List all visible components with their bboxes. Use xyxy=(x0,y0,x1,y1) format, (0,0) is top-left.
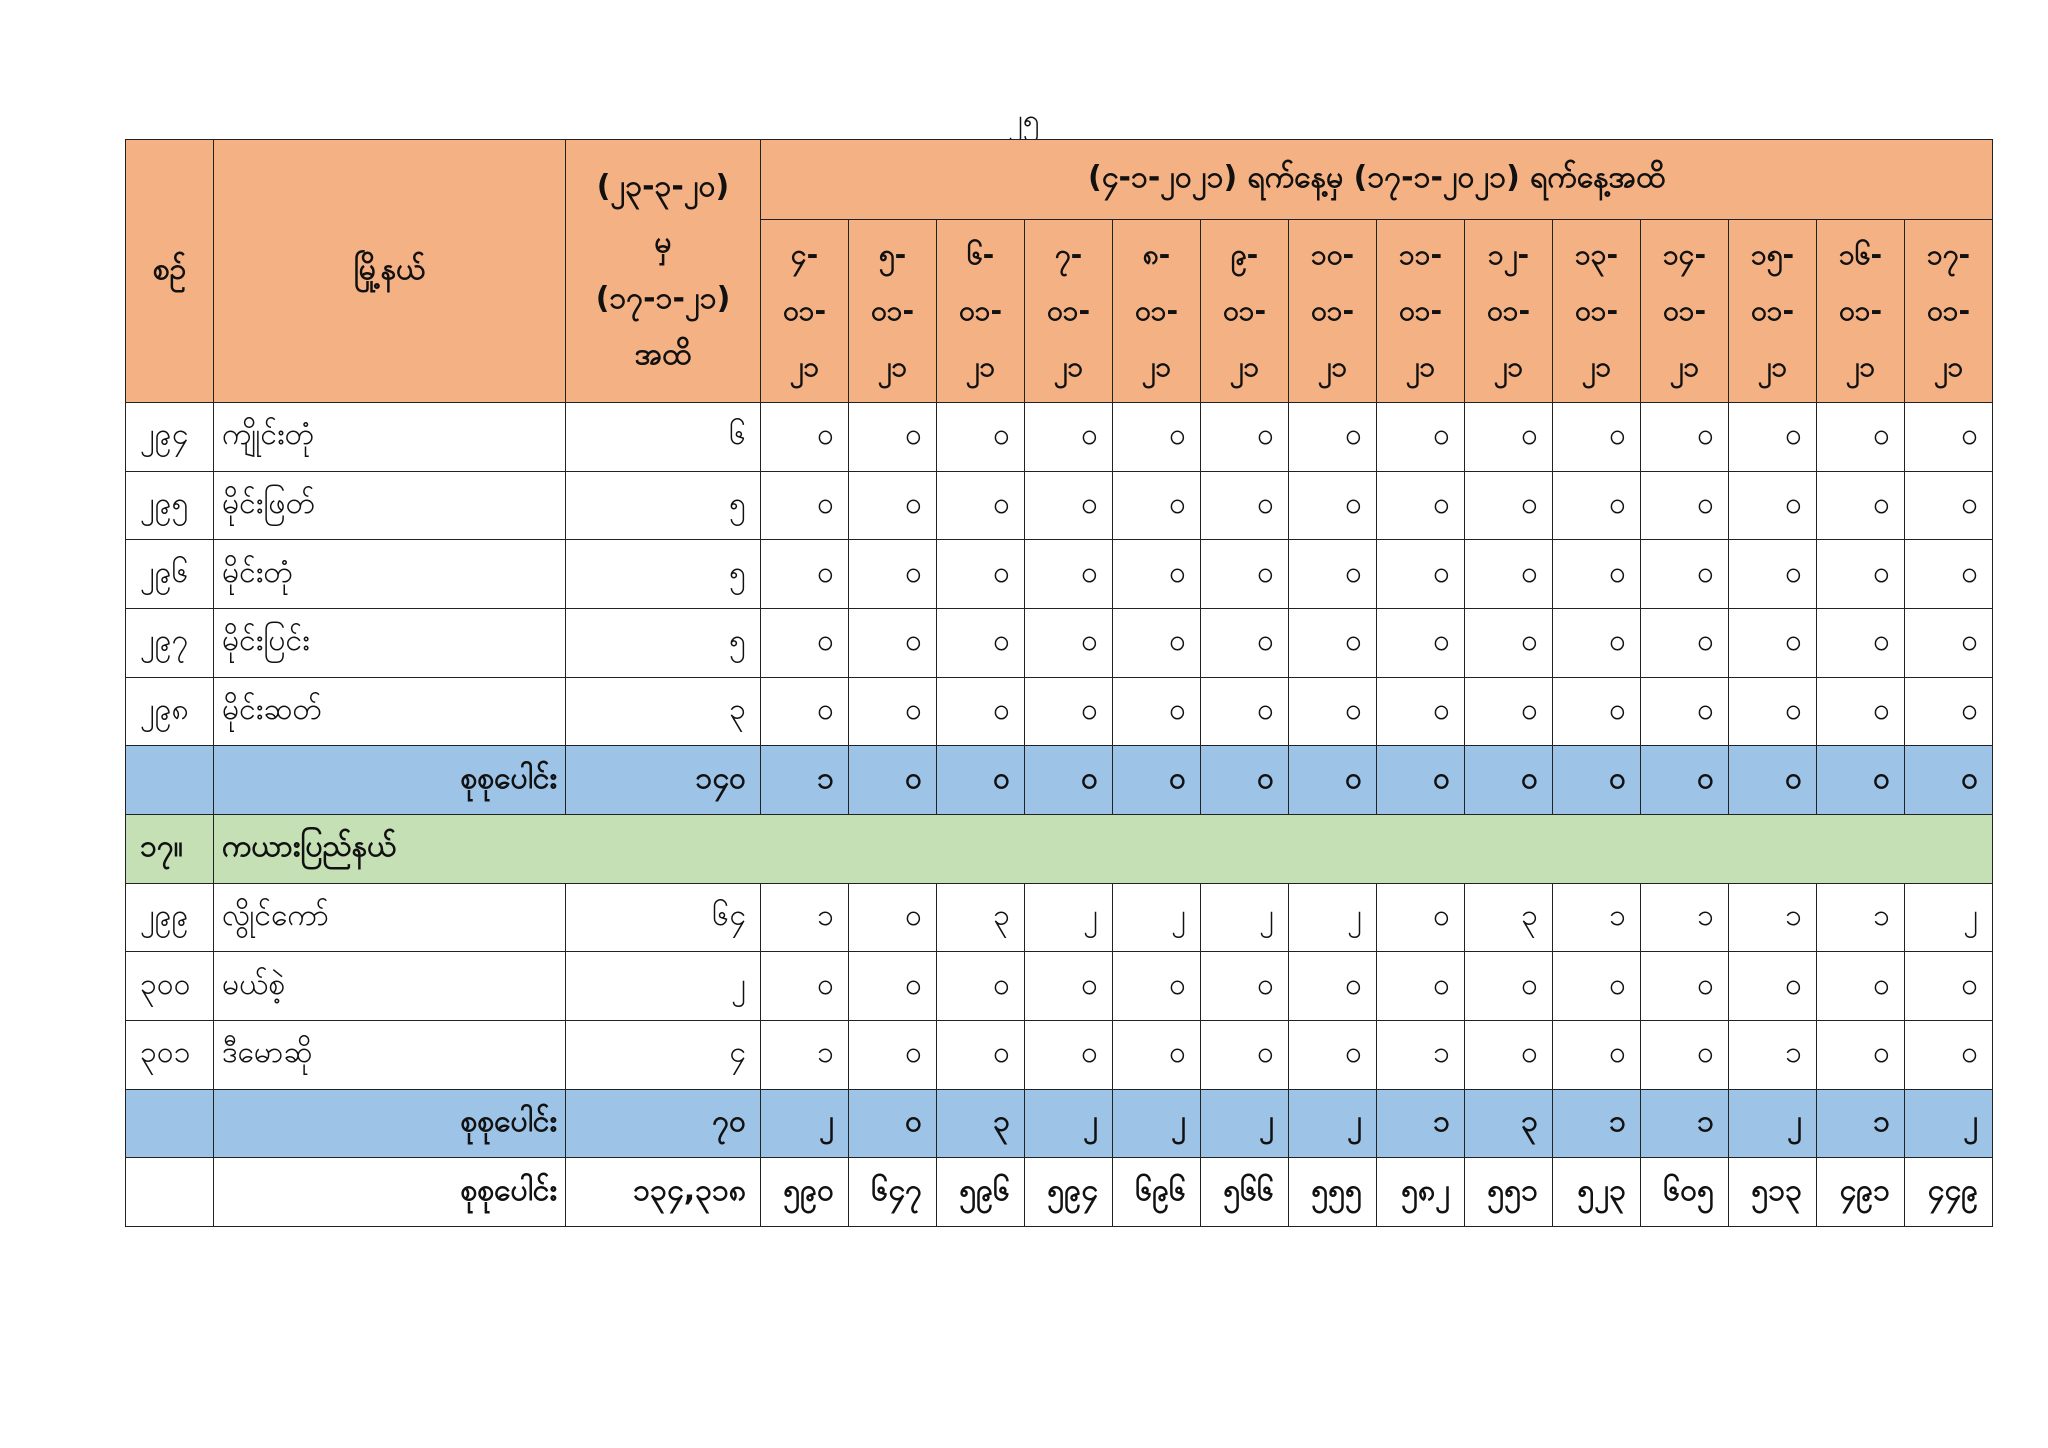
daily-cell: ၂ xyxy=(1025,883,1113,952)
table-row xyxy=(126,540,1993,609)
daily-cell: ၀ xyxy=(1553,952,1641,1021)
daily-cell: ၀ xyxy=(1817,608,1905,677)
township-name: ကျိုင်းတုံ xyxy=(214,403,566,472)
cumulative-cell: ၇၀ xyxy=(566,1089,761,1158)
daily-cell: ၅၈၂ xyxy=(1377,1158,1465,1227)
daily-cell: ၀ xyxy=(1289,608,1377,677)
daily-cell: ၀ xyxy=(1201,540,1289,609)
daily-cell: ၀ xyxy=(1905,403,1993,472)
daily-cell: ၀ xyxy=(1377,883,1465,952)
daily-cell: ၀ xyxy=(1465,608,1553,677)
daily-cell: ၀ xyxy=(1817,952,1905,1021)
daily-cell: ၀ xyxy=(937,403,1025,472)
daily-cell: ၀ xyxy=(1553,471,1641,540)
daily-cell: ၀ xyxy=(1025,952,1113,1021)
total-label: စုစုပေါင်း xyxy=(214,746,566,815)
daily-cell: ၀ xyxy=(1025,677,1113,746)
subtotal-row xyxy=(126,1089,1993,1158)
daily-cell: ၀ xyxy=(1377,540,1465,609)
daily-cell: ၀ xyxy=(849,883,937,952)
daily-cell: ၀ xyxy=(1729,540,1817,609)
page-number: ၂၅ xyxy=(1008,103,1040,138)
daily-cell: ၀ xyxy=(1465,746,1553,815)
daily-cell: ၀ xyxy=(1465,471,1553,540)
daily-cell: ၅၉၀ xyxy=(761,1158,849,1227)
daily-cell: ၀ xyxy=(937,677,1025,746)
serial-number: ၂၉၉ xyxy=(126,883,214,952)
state-name: ကယားပြည်နယ် xyxy=(214,814,1993,883)
cumulative-cell: ၆၄ xyxy=(566,883,761,952)
daily-cell: ၀ xyxy=(1729,471,1817,540)
township-name: မိုင်းဖြတ် xyxy=(214,471,566,540)
daily-cell: ၀ xyxy=(849,677,937,746)
daily-cell: ၀ xyxy=(1465,952,1553,1021)
daily-cell: ၂ xyxy=(1289,1089,1377,1158)
daily-cell: ၀ xyxy=(849,540,937,609)
daily-cell: ၁ xyxy=(1817,1089,1905,1158)
daily-cell: ၀ xyxy=(1553,540,1641,609)
daily-cell: ၀ xyxy=(1289,540,1377,609)
daily-cell: ၀ xyxy=(1113,677,1201,746)
daily-cell: ၅၉၄ xyxy=(1025,1158,1113,1227)
daily-cell: ၀ xyxy=(1905,952,1993,1021)
daily-cell: ၀ xyxy=(1641,1020,1729,1089)
daily-cell: ၀ xyxy=(761,677,849,746)
daily-cell: ၀ xyxy=(1905,746,1993,815)
daily-cell: ၅၂၃ xyxy=(1553,1158,1641,1227)
daily-cell: ၀ xyxy=(937,540,1025,609)
header-date: ၇- ၀၁- ၂၁ xyxy=(1025,220,1113,403)
covid-cases-table xyxy=(125,139,1993,1227)
daily-cell: ၀ xyxy=(1729,677,1817,746)
total-label: စုစုပေါင်း xyxy=(214,1089,566,1158)
daily-cell: ၀ xyxy=(1553,403,1641,472)
daily-cell: ၀ xyxy=(937,952,1025,1021)
daily-cell: ၁ xyxy=(1377,1089,1465,1158)
daily-cell: ၂ xyxy=(1025,1089,1113,1158)
daily-cell: ၀ xyxy=(937,746,1025,815)
serial-number: ၁၇။ xyxy=(126,814,214,883)
daily-cell: ၀ xyxy=(1201,471,1289,540)
daily-cell: ၂ xyxy=(1113,883,1201,952)
daily-cell: ၀ xyxy=(1289,746,1377,815)
daily-cell: ၀ xyxy=(1641,471,1729,540)
cumulative-cell: ၅ xyxy=(566,471,761,540)
cumulative-cell: ၅ xyxy=(566,608,761,677)
daily-cell: ၂ xyxy=(761,1089,849,1158)
daily-cell: ၀ xyxy=(1905,677,1993,746)
daily-cell: ၀ xyxy=(1201,952,1289,1021)
daily-cell: ၃ xyxy=(937,883,1025,952)
daily-cell: ၀ xyxy=(1377,746,1465,815)
township-name: မိုင်းတုံ xyxy=(214,540,566,609)
daily-cell: ၂ xyxy=(1905,1089,1993,1158)
daily-cell: ၃ xyxy=(937,1089,1025,1158)
serial-number xyxy=(126,1089,214,1158)
serial-number: ၂၉၇ xyxy=(126,608,214,677)
serial-number xyxy=(126,746,214,815)
daily-cell: ၀ xyxy=(1113,746,1201,815)
daily-cell: ၀ xyxy=(1289,952,1377,1021)
daily-cell: ၀ xyxy=(761,403,849,472)
daily-cell: ၆၀၅ xyxy=(1641,1158,1729,1227)
cumulative-cell: ၄ xyxy=(566,1020,761,1089)
daily-cell: ၀ xyxy=(1817,677,1905,746)
daily-cell: ၁ xyxy=(1817,883,1905,952)
daily-cell: ၀ xyxy=(1465,1020,1553,1089)
daily-cell: ၃ xyxy=(1465,883,1553,952)
daily-cell: ၀ xyxy=(1113,403,1201,472)
daily-cell: ၀ xyxy=(1025,540,1113,609)
daily-cell: ၁ xyxy=(1729,883,1817,952)
daily-cell: ၀ xyxy=(1641,540,1729,609)
header-date: ၉- ၀၁- ၂၁ xyxy=(1201,220,1289,403)
table-row xyxy=(126,952,1993,1021)
cumulative-cell: ၂ xyxy=(566,952,761,1021)
header-date: ၁၀- ၀၁- ၂၁ xyxy=(1289,220,1377,403)
daily-cell: ၀ xyxy=(937,1020,1025,1089)
daily-cell: ၀ xyxy=(1641,952,1729,1021)
daily-cell: ၀ xyxy=(937,608,1025,677)
daily-cell: ၁ xyxy=(1377,1020,1465,1089)
daily-cell: ၀ xyxy=(1025,471,1113,540)
daily-cell: ၁ xyxy=(1641,883,1729,952)
daily-cell: ၀ xyxy=(849,403,937,472)
daily-cell: ၅၁၃ xyxy=(1729,1158,1817,1227)
daily-cell: ၅၅၅ xyxy=(1289,1158,1377,1227)
daily-cell: ၂ xyxy=(1201,1089,1289,1158)
table-row xyxy=(126,883,1993,952)
daily-cell: ၁ xyxy=(1729,1020,1817,1089)
daily-cell: ၂ xyxy=(1729,1089,1817,1158)
daily-cell: ၀ xyxy=(1377,608,1465,677)
cumulative-cell: ၁၄၀ xyxy=(566,746,761,815)
daily-cell: ၀ xyxy=(1025,746,1113,815)
daily-cell: ၀ xyxy=(1201,1020,1289,1089)
daily-cell: ၀ xyxy=(1113,608,1201,677)
header-date: ၁၃- ၀၁- ၂၁ xyxy=(1553,220,1641,403)
header-daily-span: (၄-၁-၂၀၂၁) ရက်နေ့မှ (၁၇-၁-၂၀၂၁) ရက်နေ့အထိ xyxy=(761,140,1993,220)
township-name: လွိုင်ကော် xyxy=(214,883,566,952)
daily-cell: ၀ xyxy=(1113,1020,1201,1089)
daily-cell: ၅၆၆ xyxy=(1201,1158,1289,1227)
daily-cell: ၀ xyxy=(1817,540,1905,609)
header-date: ၈- ၀၁- ၂၁ xyxy=(1113,220,1201,403)
daily-cell: ၆၉၆ xyxy=(1113,1158,1201,1227)
table-row xyxy=(126,471,1993,540)
daily-cell: ၀ xyxy=(1817,403,1905,472)
daily-cell: ၀ xyxy=(1377,403,1465,472)
daily-cell: ၄၄၉ xyxy=(1905,1158,1993,1227)
daily-cell: ၀ xyxy=(1201,677,1289,746)
daily-cell: ၃ xyxy=(1465,1089,1553,1158)
state-header-row xyxy=(126,814,1993,883)
table-row xyxy=(126,1020,1993,1089)
serial-number: ၂၉၈ xyxy=(126,677,214,746)
header-date: ၄- ၀၁- ၂၁ xyxy=(761,220,849,403)
daily-cell: ၀ xyxy=(761,471,849,540)
daily-cell: ၀ xyxy=(1553,746,1641,815)
daily-cell: ၀ xyxy=(1641,677,1729,746)
daily-cell: ၀ xyxy=(1201,403,1289,472)
serial-number: ၃၀၀ xyxy=(126,952,214,1021)
daily-cell: ၀ xyxy=(1817,471,1905,540)
township-name: မိုင်းဆတ် xyxy=(214,677,566,746)
daily-cell: ၂ xyxy=(1201,883,1289,952)
daily-cell: ၀ xyxy=(1641,608,1729,677)
daily-cell: ၅၅၁ xyxy=(1465,1158,1553,1227)
header-cumulative: (၂၃-၃-၂၀) မှ (၁၇-၁-၂၁) အထိ xyxy=(566,140,761,403)
daily-cell: ၀ xyxy=(1113,540,1201,609)
header-township: မြို့နယ် xyxy=(214,140,566,403)
daily-cell: ၀ xyxy=(1113,471,1201,540)
table-header xyxy=(126,140,1993,403)
header-date: ၁၁- ၀၁- ၂၁ xyxy=(1377,220,1465,403)
serial-number: ၂၉၄ xyxy=(126,403,214,472)
daily-cell: ၀ xyxy=(1905,1020,1993,1089)
daily-cell: ၀ xyxy=(849,1089,937,1158)
daily-cell: ၅၉၆ xyxy=(937,1158,1025,1227)
header-date: ၅- ၀၁- ၂၁ xyxy=(849,220,937,403)
cumulative-cell: ၁၃၄,၃၁၈ xyxy=(566,1158,761,1227)
header-date: ၁၂- ၀၁- ၂၁ xyxy=(1465,220,1553,403)
daily-cell: ၀ xyxy=(1289,1020,1377,1089)
header-date: ၁၆- ၀၁- ၂၁ xyxy=(1817,220,1905,403)
daily-cell: ၁ xyxy=(1553,1089,1641,1158)
serial-number: ၃၀၁ xyxy=(126,1020,214,1089)
daily-cell: ၀ xyxy=(1465,677,1553,746)
daily-cell: ၀ xyxy=(1465,403,1553,472)
daily-cell: ၀ xyxy=(1729,608,1817,677)
table-row xyxy=(126,403,1993,472)
daily-cell: ၀ xyxy=(1905,540,1993,609)
subtotal-row xyxy=(126,746,1993,815)
daily-cell: ၀ xyxy=(1201,608,1289,677)
daily-cell: ၀ xyxy=(849,1020,937,1089)
daily-cell: ၁ xyxy=(761,883,849,952)
daily-cell: ၄၉၁ xyxy=(1817,1158,1905,1227)
table-body xyxy=(126,403,1993,1227)
daily-cell: ၁ xyxy=(761,746,849,815)
daily-cell: ၀ xyxy=(1553,1020,1641,1089)
header-sn: စဉ် xyxy=(126,140,214,403)
daily-cell: ၀ xyxy=(1377,471,1465,540)
serial-number: ၂၉၆ xyxy=(126,540,214,609)
daily-cell: ၀ xyxy=(849,608,937,677)
daily-cell: ၁ xyxy=(1641,1089,1729,1158)
header-date: ၁၅- ၀၁- ၂၁ xyxy=(1729,220,1817,403)
daily-cell: ၀ xyxy=(1729,952,1817,1021)
daily-cell: ၀ xyxy=(1905,608,1993,677)
daily-cell: ၀ xyxy=(1289,471,1377,540)
table-row xyxy=(126,608,1993,677)
cumulative-cell: ၅ xyxy=(566,540,761,609)
header-date: ၁၇- ၀၁- ၂၁ xyxy=(1905,220,1993,403)
daily-cell: ၂ xyxy=(1289,883,1377,952)
cumulative-cell: ၆ xyxy=(566,403,761,472)
daily-cell: ၀ xyxy=(1377,677,1465,746)
daily-cell: ၀ xyxy=(1553,677,1641,746)
daily-cell: ၆၄၇ xyxy=(849,1158,937,1227)
daily-cell: ၀ xyxy=(1641,746,1729,815)
daily-cell: ၀ xyxy=(1201,746,1289,815)
daily-cell: ၀ xyxy=(1025,403,1113,472)
daily-cell: ၀ xyxy=(1465,540,1553,609)
daily-cell: ၀ xyxy=(1289,403,1377,472)
daily-cell: ၁ xyxy=(1553,883,1641,952)
daily-cell: ၀ xyxy=(1025,1020,1113,1089)
township-name: မိုင်းပြင်း xyxy=(214,608,566,677)
daily-cell: ၀ xyxy=(849,471,937,540)
cumulative-cell: ၃ xyxy=(566,677,761,746)
daily-cell: ၀ xyxy=(761,540,849,609)
header-date: ၁၄- ၀၁- ၂၁ xyxy=(1641,220,1729,403)
daily-cell: ၀ xyxy=(1553,608,1641,677)
daily-cell: ၂ xyxy=(1905,883,1993,952)
daily-cell: ၀ xyxy=(1729,746,1817,815)
daily-cell: ၀ xyxy=(1817,746,1905,815)
serial-number xyxy=(126,1158,214,1227)
total-label: စုစုပေါင်း xyxy=(214,1158,566,1227)
daily-cell: ၀ xyxy=(1905,471,1993,540)
daily-cell: ၀ xyxy=(1641,403,1729,472)
daily-cell: ၀ xyxy=(849,746,937,815)
daily-cell: ၁ xyxy=(761,1020,849,1089)
daily-cell: ၀ xyxy=(1113,952,1201,1021)
township-name: မယ်စဲ့ xyxy=(214,952,566,1021)
daily-cell: ၂ xyxy=(1113,1089,1201,1158)
daily-cell: ၀ xyxy=(761,608,849,677)
daily-cell: ၀ xyxy=(1377,952,1465,1021)
table-row xyxy=(126,677,1993,746)
daily-cell: ၀ xyxy=(1289,677,1377,746)
daily-cell: ၀ xyxy=(937,471,1025,540)
daily-cell: ၀ xyxy=(1729,403,1817,472)
daily-cell: ၀ xyxy=(849,952,937,1021)
grand-total-row xyxy=(126,1158,1993,1227)
serial-number: ၂၉၅ xyxy=(126,471,214,540)
daily-cell: ၀ xyxy=(1025,608,1113,677)
daily-cell: ၀ xyxy=(1817,1020,1905,1089)
township-name: ဒီမောဆို xyxy=(214,1020,566,1089)
header-date: ၆- ၀၁- ၂၁ xyxy=(937,220,1025,403)
daily-cell: ၀ xyxy=(761,952,849,1021)
